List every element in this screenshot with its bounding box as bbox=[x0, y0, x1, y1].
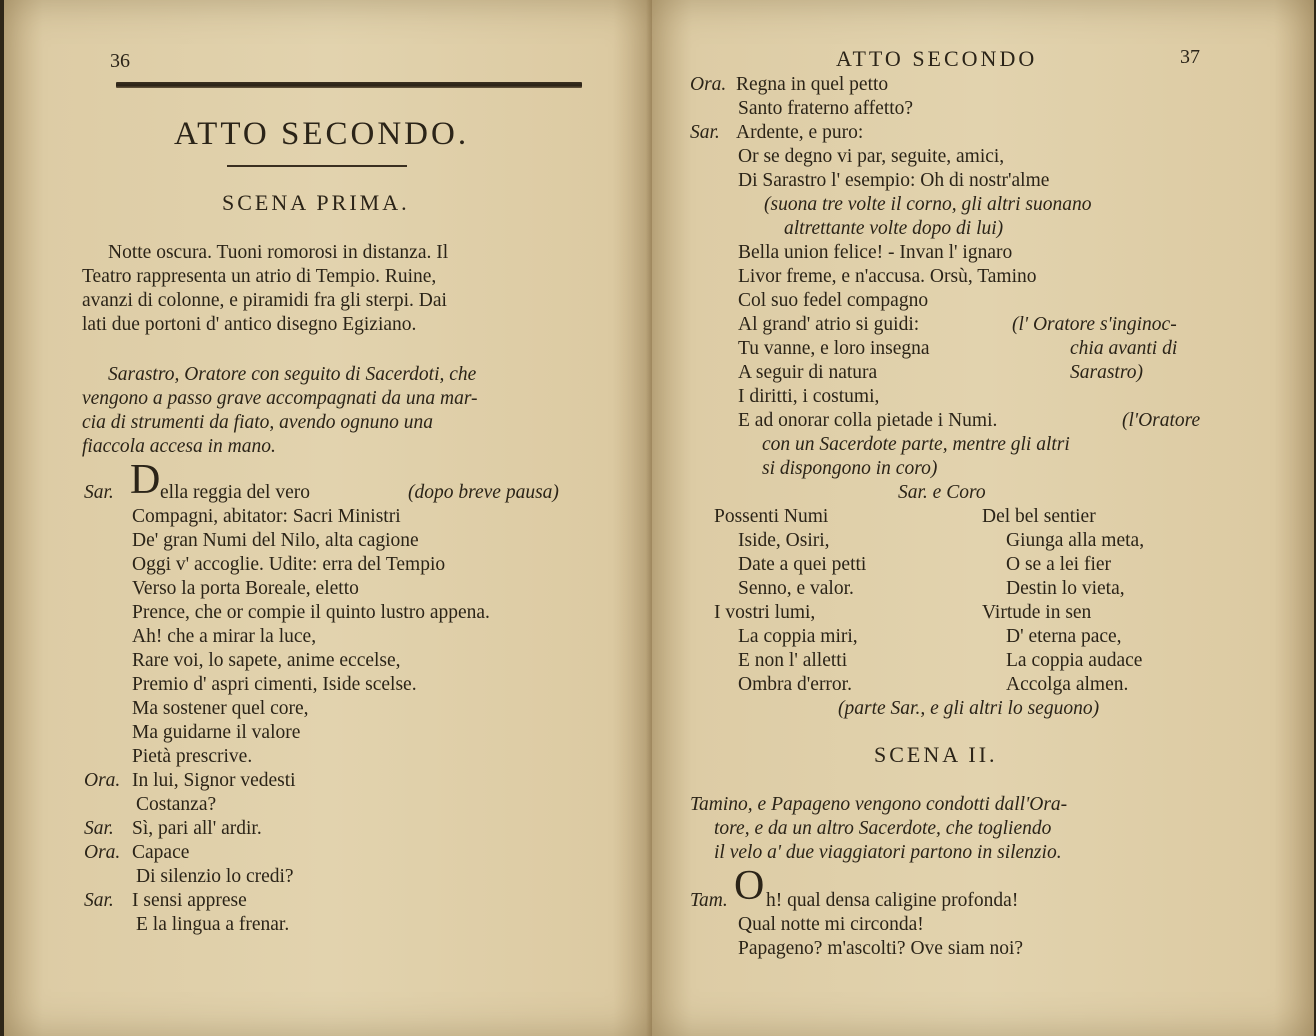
left-page bbox=[4, 0, 652, 1036]
scene-two-title: SCENA II. bbox=[874, 742, 998, 767]
drop-cap: O bbox=[734, 863, 765, 909]
text-line: Rare voi, lo sapete, anime eccelse, bbox=[132, 650, 401, 671]
text-line: Regna in quel petto bbox=[736, 74, 889, 95]
text-line: Ah! che a mirar la luce, bbox=[132, 626, 317, 647]
page-number-left: 36 bbox=[110, 50, 130, 72]
text-line: Tamino, e Papageno vengono condotti dall'Ora- bbox=[690, 794, 1068, 815]
text-line: Papageno? m'ascolti? Ove siam noi? bbox=[738, 938, 1024, 959]
text-line: Tu vanne, e loro insegna bbox=[738, 338, 930, 359]
text-line: lati due portoni d' antico disegno Egiziano. bbox=[82, 314, 417, 335]
text-line: Destin lo vieta, bbox=[1006, 578, 1125, 599]
text-line: Al grand' atrio si guidi: bbox=[738, 314, 920, 335]
text-line: Ma guidarne il valore bbox=[132, 722, 301, 743]
text-line: (l'Oratore bbox=[1122, 410, 1201, 431]
text-line: Oggi v' accoglie. Udite: erra del Tempio bbox=[132, 554, 446, 575]
text-line: con un Sacerdote parte, mentre gli altri bbox=[762, 434, 1070, 455]
scene-title: SCENA PRIMA. bbox=[222, 190, 410, 215]
text-line: E ad onorar colla pietade i Numi. bbox=[738, 410, 998, 431]
text-line: Qual notte mi circonda! bbox=[738, 914, 924, 935]
speaker-label: Sar. bbox=[84, 890, 114, 911]
text-line: Livor freme, e n'accusa. Orsù, Tamino bbox=[738, 266, 1037, 287]
text-line: Premio d' aspri cimenti, Iside scelse. bbox=[132, 674, 417, 695]
text-line: E la lingua a frenar. bbox=[136, 914, 290, 935]
text-line: La coppia audace bbox=[1006, 650, 1143, 671]
text-line: La coppia miri, bbox=[738, 626, 858, 647]
text-line: il velo a' due viaggiatori partono in silenzio. bbox=[714, 842, 1062, 863]
speaker-label: Sar. bbox=[690, 122, 720, 143]
text-line: Senno, e valor. bbox=[738, 578, 854, 599]
chorus-exit-direction: (parte Sar., e gli altri lo seguono) bbox=[838, 698, 1100, 719]
title-divider bbox=[227, 165, 407, 167]
text-line: (suona tre volte il corno, gli altri suonano bbox=[764, 194, 1092, 215]
text-line: Verso la porta Boreale, eletto bbox=[132, 578, 359, 599]
text-line: Prence, che or compie il quinto lustro appena. bbox=[132, 602, 490, 623]
running-head: ATTO SECONDO bbox=[836, 46, 1038, 71]
text-line: I sensi apprese bbox=[132, 890, 247, 911]
text-line: Sarastro, Oratore con seguito di Sacerdoti, che bbox=[108, 364, 477, 385]
text-line: Bella union felice! - Invan l' ignaro bbox=[738, 242, 1013, 263]
text-line: Di Sarastro l' esempio: Oh di nostr'alme bbox=[738, 170, 1050, 191]
speaker-label: Ora. bbox=[84, 842, 121, 863]
speaker-label: Ora. bbox=[690, 74, 727, 95]
text-line: fiaccola accesa in mano. bbox=[82, 436, 276, 457]
text-line: Pietà prescrive. bbox=[132, 746, 253, 767]
text-line: De' gran Numi del Nilo, alta cagione bbox=[132, 530, 419, 551]
text-line: Possenti Numi bbox=[714, 506, 829, 527]
text-line: chia avanti di bbox=[1070, 338, 1178, 359]
text-line: Or se degno vi par, seguite, amici, bbox=[738, 146, 1005, 167]
text-line: Sì, pari all' ardir. bbox=[132, 818, 262, 839]
text-line: I diritti, i costumi, bbox=[738, 386, 880, 407]
text-line: Date a quei petti bbox=[738, 554, 867, 575]
text-line: Notte oscura. Tuoni romorosi in distanza. Il bbox=[108, 242, 449, 263]
text-line: Del bel sentier bbox=[982, 506, 1096, 527]
speaker-label: Sar. bbox=[84, 818, 114, 839]
text-line: Sarastro) bbox=[1070, 362, 1143, 383]
text-line: Teatro rappresenta un atrio di Tempio. Ruine, bbox=[82, 266, 437, 287]
stage-note: (dopo breve pausa) bbox=[408, 482, 559, 503]
text-line: Giunga alla meta, bbox=[1006, 530, 1145, 551]
ornamental-rule bbox=[116, 82, 582, 88]
text-line: Iside, Osiri, bbox=[738, 530, 830, 551]
text-line: Santo fraterno affetto? bbox=[738, 98, 914, 119]
text-line: avanzi di colonne, e piramidi fra gli sterpi. Dai bbox=[82, 290, 447, 311]
text-line: tore, e da un altro Sacerdote, che togliendo bbox=[714, 818, 1052, 839]
chorus-heading: Sar. e Coro bbox=[898, 482, 986, 503]
text-line: Costanza? bbox=[136, 794, 217, 815]
page-number-right: 37 bbox=[1180, 46, 1200, 68]
speaker-label: Tam. bbox=[690, 890, 728, 911]
text-line: I vostri lumi, bbox=[714, 602, 816, 623]
drop-cap: D bbox=[130, 457, 161, 503]
speaker-label: Sar. bbox=[84, 482, 114, 503]
text-line: altrettante volte dopo di lui) bbox=[784, 218, 1004, 239]
text-line: O se a lei fier bbox=[1006, 554, 1112, 575]
text-line: Ma sostener quel core, bbox=[132, 698, 309, 719]
text-line: Col suo fedel compagno bbox=[738, 290, 929, 311]
text-line: Capace bbox=[132, 842, 190, 863]
act-title: ATTO SECONDO. bbox=[174, 116, 470, 152]
text-line: si dispongono in coro) bbox=[762, 458, 938, 479]
text-line: D' eterna pace, bbox=[1006, 626, 1122, 647]
text-line: E non l' alletti bbox=[738, 650, 848, 671]
text-line: cia di strumenti da fiato, avendo ognuno una bbox=[82, 412, 433, 433]
text-line: Accolga almen. bbox=[1006, 674, 1129, 695]
text-line: (l' Oratore s'inginoc- bbox=[1012, 314, 1177, 335]
text-line: Ombra d'error. bbox=[738, 674, 852, 695]
text-line: ella reggia del vero bbox=[160, 482, 310, 503]
text-line: h! qual densa caligine profonda! bbox=[766, 890, 1019, 911]
speaker-label: Ora. bbox=[84, 770, 121, 791]
text-line: Ardente, e puro: bbox=[736, 122, 864, 143]
right-page bbox=[652, 0, 1314, 1036]
text-line: Di silenzio lo credi? bbox=[136, 866, 294, 887]
text-line: A seguir di natura bbox=[738, 362, 878, 383]
text-line: vengono a passo grave accompagnati da una mar- bbox=[82, 388, 478, 409]
text-line: Compagni, abitator: Sacri Ministri bbox=[132, 506, 401, 527]
text-line: In lui, Signor vedesti bbox=[132, 770, 296, 791]
text-line: Virtude in sen bbox=[982, 602, 1092, 623]
